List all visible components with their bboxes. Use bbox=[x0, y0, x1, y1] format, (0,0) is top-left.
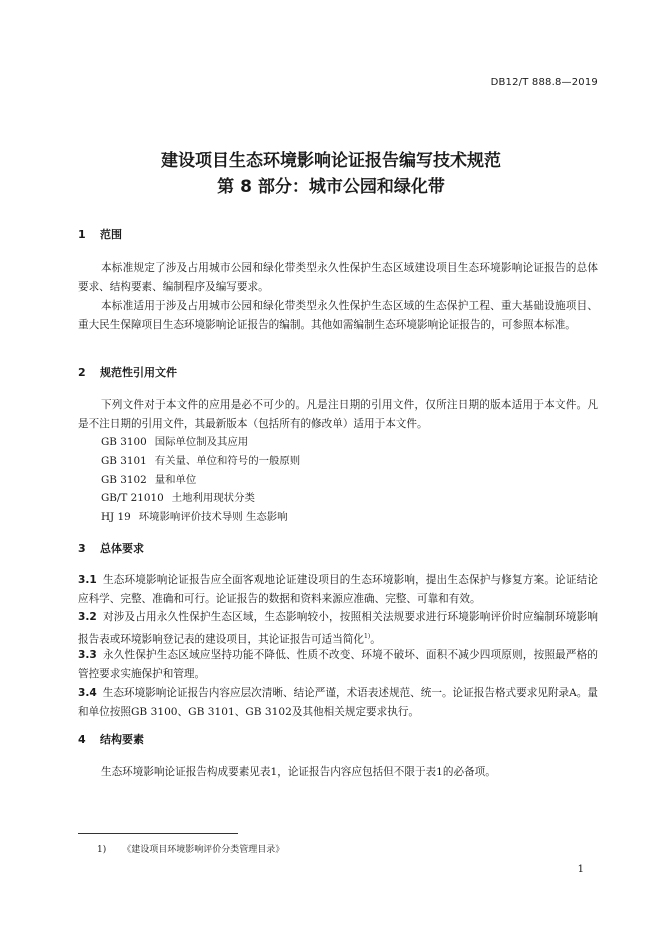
section-heading-general-requirements bbox=[78, 540, 144, 556]
page-number: 1 bbox=[577, 864, 584, 875]
reference-name: 环境影响评价技术导则 生态影响 bbox=[138, 511, 288, 523]
section-title: 规范性引用文件 bbox=[100, 366, 177, 379]
document-title: 建设项目生态环境影响论证报告编写技术规范 bbox=[161, 151, 501, 171]
clause-text: 生态环境影响论证报告应全面客观地论证建设项目的生态环境影响，提出生态保护与修复方案。论证结论应科学、完整、准确和可行。论证报告的数据和资料来源应准确、完整、可靠和有效。 bbox=[78, 574, 598, 605]
structure-paragraph: 生态环境影响论证报告构成要素见表1，论证报告内容应包括但不限于表1的必备项。 bbox=[101, 766, 496, 778]
reference-name: 有关量、单位和符号的一般原则 bbox=[154, 455, 301, 467]
section-heading-normative-references bbox=[78, 364, 177, 380]
document-number: DB12/T 888.8—2019 bbox=[490, 77, 598, 88]
clause-3-2 bbox=[78, 608, 598, 650]
clause-3-4 bbox=[78, 684, 598, 722]
clause-3-1 bbox=[78, 571, 598, 609]
document-subtitle: 第 8 部分：城市公园和绿化带 bbox=[217, 177, 445, 197]
reference-name: 量和单位 bbox=[154, 474, 197, 486]
section-number: 2 bbox=[78, 366, 86, 379]
reference-code: GB 3101 bbox=[101, 455, 147, 467]
clause-3-3 bbox=[78, 646, 598, 684]
section-title: 总体要求 bbox=[100, 542, 144, 555]
reference-code: GB 3100 bbox=[101, 436, 147, 448]
reference-item bbox=[101, 433, 248, 448]
section-heading-scope bbox=[78, 226, 122, 242]
reference-item bbox=[101, 452, 300, 467]
clause-text-end: 。 bbox=[370, 633, 381, 646]
footnote-reference: 1) bbox=[364, 633, 371, 640]
footnote-separator bbox=[78, 833, 238, 834]
reference-name: 国际单位制及其应用 bbox=[154, 436, 249, 448]
footnote-number: 1) bbox=[97, 845, 107, 855]
scope-paragraph-1: 本标准规定了涉及占用城市公园和绿化带类型永久性保护生态区域建设项目生态环境影响论证报告的总体要求、结构要素、编制程序及编写要求。 bbox=[78, 262, 598, 293]
clause-number: 3.3 bbox=[78, 649, 97, 661]
section-number: 1 bbox=[78, 228, 86, 241]
section-title: 结构要素 bbox=[100, 733, 144, 746]
clause-text: 生态环境影响论证报告内容应层次清晰、结论严谨，术语表述规范、统一。论证报告格式要求见附录A。量和单位按照GB 3100、GB 3101、GB 3102及其他相关规定要求执行。 bbox=[78, 687, 598, 718]
reference-item bbox=[101, 489, 255, 504]
reference-name: 土地利用现状分类 bbox=[171, 492, 255, 504]
clause-number: 3.1 bbox=[78, 574, 97, 586]
footnote bbox=[97, 842, 284, 855]
footnote-text: 《建设项目环境影响评价分类管理目录》 bbox=[122, 845, 285, 855]
reference-code: GB 3102 bbox=[101, 474, 147, 486]
clause-number: 3.4 bbox=[78, 687, 97, 699]
section-heading-structural-elements bbox=[78, 731, 144, 747]
clause-text: 永久性保护生态区域应坚持功能不降低、性质不改变、环境不破坏、面积不减少四项原则，按照最严格的管控要求实施保护和管理。 bbox=[78, 649, 598, 680]
section-number: 3 bbox=[78, 542, 86, 555]
section-title: 范围 bbox=[100, 228, 122, 241]
normative-intro-paragraph: 下列文件对于本文件的应用是必不可少的。凡是注日期的引用文件，仅所注日期的版本适用于本文件。凡是不注日期的引用文件，其最新版本（包括所有的修改单）适用于本文件。 bbox=[78, 399, 598, 430]
clause-text: 对涉及占用永久性保护生态区域，生态影响较小，按照相关法规要求进行环境影响评价时应编制环境影响报告表或环境影响登记表的建设项目，其论证报告可适当简化 bbox=[78, 611, 598, 646]
scope-paragraph-2: 本标准适用于涉及占用城市公园和绿化带类型永久性保护生态区域的生态保护工程、重大基础设施项目、重大民生保障项目生态环境影响论证报告的编制。其他如需编制生态环境影响论证报告的，可参照本标准。 bbox=[78, 300, 598, 331]
clause-number: 3.2 bbox=[78, 611, 97, 623]
reference-item bbox=[101, 508, 288, 523]
reference-code: HJ 19 bbox=[101, 511, 131, 523]
reference-item bbox=[101, 471, 196, 486]
reference-code: GB/T 21010 bbox=[101, 492, 164, 504]
section-number: 4 bbox=[78, 733, 86, 746]
